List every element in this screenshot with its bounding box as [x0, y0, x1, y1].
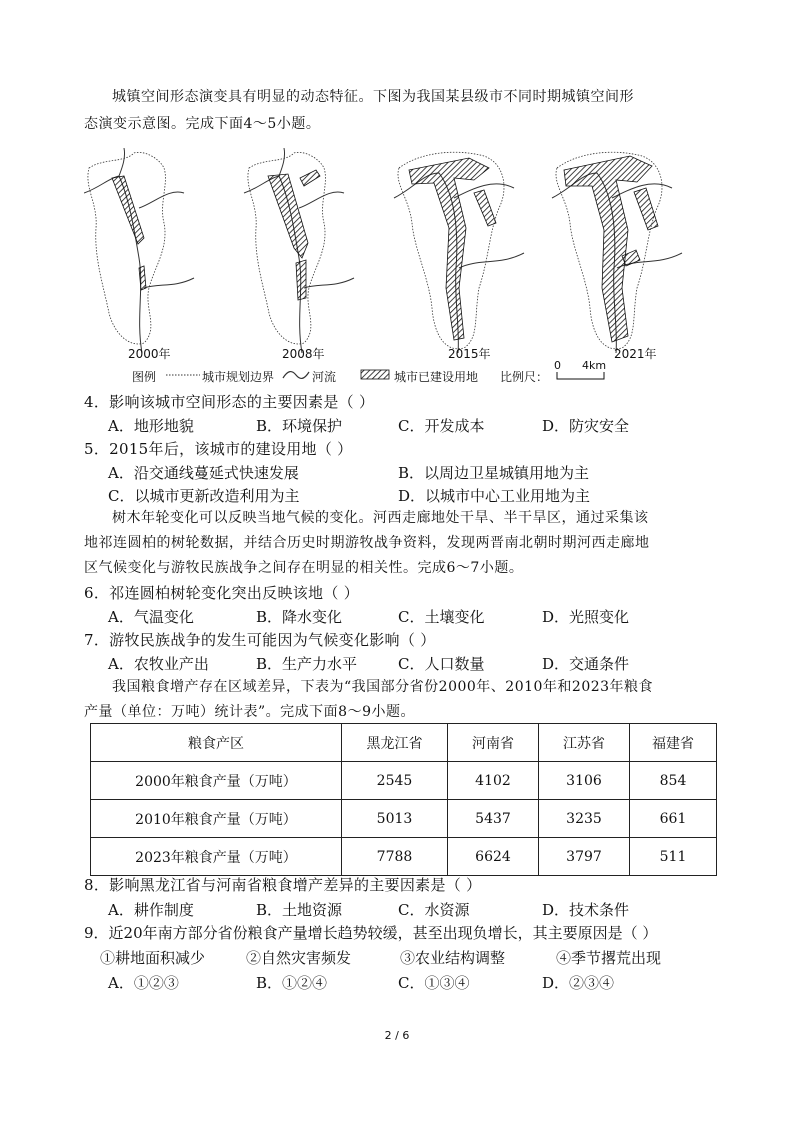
- map-2015: [394, 152, 524, 353]
- legend-built: 城市已建设用地: [394, 370, 479, 384]
- built-area-icon: [360, 368, 390, 383]
- question-7-options: [108, 653, 728, 675]
- map-caption-2015: 2015年: [448, 347, 491, 361]
- map-2000: [84, 148, 194, 353]
- table-cell: 3106: [539, 762, 630, 800]
- intro-line: 区气候变化与游牧民族战争之间存在明显的相关性。完成6～7小题。: [84, 560, 524, 576]
- page-number: 2 / 6: [384, 1029, 410, 1042]
- boundary-line-icon: [166, 368, 200, 383]
- intro-paragraph-1: [84, 84, 724, 138]
- question-9-items: [100, 947, 720, 969]
- option-d[interactable]: D．交通条件: [542, 655, 630, 673]
- option-d[interactable]: D．技术条件: [542, 901, 630, 919]
- table-cell: 854: [630, 762, 717, 800]
- option-a[interactable]: A．气温变化: [108, 608, 194, 626]
- option-c[interactable]: C．开发成本: [398, 417, 485, 435]
- option-a[interactable]: A．地形地貌: [108, 417, 194, 435]
- table-cell: 2010年粮食产量（万吨）: [91, 800, 342, 838]
- statement-4: ④季节撂荒出现: [556, 949, 662, 967]
- question-5-options-row1: [108, 462, 728, 484]
- map-caption-2000: 2000年: [128, 347, 171, 361]
- map-2021: [552, 152, 682, 353]
- legend-title: 图例: [132, 370, 157, 384]
- table-cell: 3797: [539, 838, 630, 876]
- option-c[interactable]: C．①③④: [398, 974, 470, 992]
- table-header-cell: 河南省: [448, 724, 539, 762]
- table-header-row: [91, 724, 717, 762]
- option-b[interactable]: B．降水变化: [256, 608, 343, 626]
- option-c[interactable]: C．以城市更新改造利用为主: [108, 487, 300, 505]
- question-9-options: [108, 972, 728, 994]
- table-row: [91, 800, 717, 838]
- option-d[interactable]: D．光照变化: [542, 608, 630, 626]
- question-4: 4．影响该城市空间形态的主要因素是（ ）: [84, 393, 375, 411]
- intro-line: 产量（单位：万吨）统计表”。完成下面8～9小题。: [84, 704, 415, 720]
- table-cell: 3235: [539, 800, 630, 838]
- legend-boundary: 城市规划边界: [202, 370, 275, 384]
- option-d[interactable]: D．②③④: [542, 974, 615, 992]
- question-6: 6．祁连圆柏树轮变化突出反映该地（ ）: [84, 584, 360, 602]
- intro-line: 态演变示意图。完成下面4～5小题。: [84, 116, 321, 132]
- intro-line: 我国粮食增产存在区域差异，下表为“我国部分省份2000年、2010年和2023年粮食: [112, 679, 654, 695]
- table-cell: 5013: [342, 800, 448, 838]
- option-a[interactable]: A．①②③: [108, 974, 179, 992]
- question-8: 8．影响黑龙江省与河南省粮食增产差异的主要因素是（ ）: [84, 876, 482, 894]
- intro-line: 地祁连圆柏的树轮数据，并结合历史时期游牧战争资料，发现两晋南北朝时期河西走廊地: [84, 535, 650, 551]
- question-4-options: [108, 415, 728, 437]
- statement-3: ③农业结构调整: [400, 949, 506, 967]
- map-legend: [132, 359, 692, 386]
- table-cell: 511: [630, 838, 717, 876]
- table-header-cell: 江苏省: [539, 724, 630, 762]
- option-d[interactable]: D．防灾安全: [542, 417, 630, 435]
- table-cell: 2545: [342, 762, 448, 800]
- table-header-cell: 黑龙江省: [342, 724, 448, 762]
- table-cell: 2000年粮食产量（万吨）: [91, 762, 342, 800]
- table-cell: 7788: [342, 838, 448, 876]
- map-caption-2021: 2021年: [614, 347, 657, 361]
- option-c[interactable]: C．水资源: [398, 901, 470, 919]
- scale-bar-icon: [556, 370, 606, 384]
- map-2008: [244, 148, 354, 353]
- question-5-options-row2: [108, 485, 728, 507]
- question-8-options: [108, 899, 728, 921]
- option-a[interactable]: A．农牧业产出: [108, 655, 209, 673]
- intro-paragraph-2: [84, 506, 724, 581]
- intro-paragraph-3: [84, 675, 724, 725]
- statement-2: ②自然灾害频发: [246, 949, 352, 967]
- question-7: 7．游牧民族战争的发生可能因为气候变化影响（ ）: [84, 631, 436, 649]
- intro-line: 树木年轮变化可以反映当地气候的变化。河西走廊地处干旱、半干旱区，通过采集该: [112, 510, 649, 526]
- option-b[interactable]: B．环境保护: [256, 417, 343, 435]
- statement-1: ①耕地面积减少: [100, 949, 206, 967]
- option-c[interactable]: C．人口数量: [398, 655, 485, 673]
- table-row: [91, 762, 717, 800]
- table-header-cell: 粮食产区: [91, 724, 342, 762]
- map-caption-2008: 2008年: [282, 347, 325, 361]
- scale-zero: 0: [554, 359, 561, 372]
- table-row: [91, 838, 717, 876]
- option-a[interactable]: A．沿交通线蔓延式快速发展: [108, 464, 299, 482]
- table-cell: 661: [630, 800, 717, 838]
- intro-line: 城镇空间形态演变具有明显的动态特征。下图为我国某县级市不同时期城镇空间形: [112, 89, 634, 105]
- question-5: 5．2015年后，该城市的建设用地（ ）: [84, 440, 353, 458]
- option-b[interactable]: B．以周边卫星城镇用地为主: [398, 464, 590, 482]
- table-cell: 5437: [448, 800, 539, 838]
- table-cell: 2023年粮食产量（万吨）: [91, 838, 342, 876]
- river-line-icon: [282, 368, 310, 385]
- table-cell: 6624: [448, 838, 539, 876]
- grain-production-table: [90, 723, 717, 876]
- option-b[interactable]: B．土地资源: [256, 901, 343, 919]
- urban-evolution-maps: [84, 148, 710, 358]
- option-c[interactable]: C．土壤变化: [398, 608, 485, 626]
- table-header-cell: 福建省: [630, 724, 717, 762]
- table-cell: 4102: [448, 762, 539, 800]
- legend-scale-label: 比例尺：: [500, 370, 549, 384]
- scale-distance: 4km: [582, 359, 607, 372]
- legend-river: 河流: [312, 370, 337, 384]
- option-d[interactable]: D．以城市中心工业用地为主: [398, 487, 591, 505]
- option-a[interactable]: A．耕作制度: [108, 901, 194, 919]
- question-6-options: [108, 606, 728, 628]
- option-b[interactable]: B．生产力水平: [256, 655, 358, 673]
- option-b[interactable]: B．①②④: [256, 974, 328, 992]
- question-9: 9．近20年南方部分省份粮食产量增长趋势较缓，甚至出现负增长，其主要原因是（ ）: [84, 924, 658, 942]
